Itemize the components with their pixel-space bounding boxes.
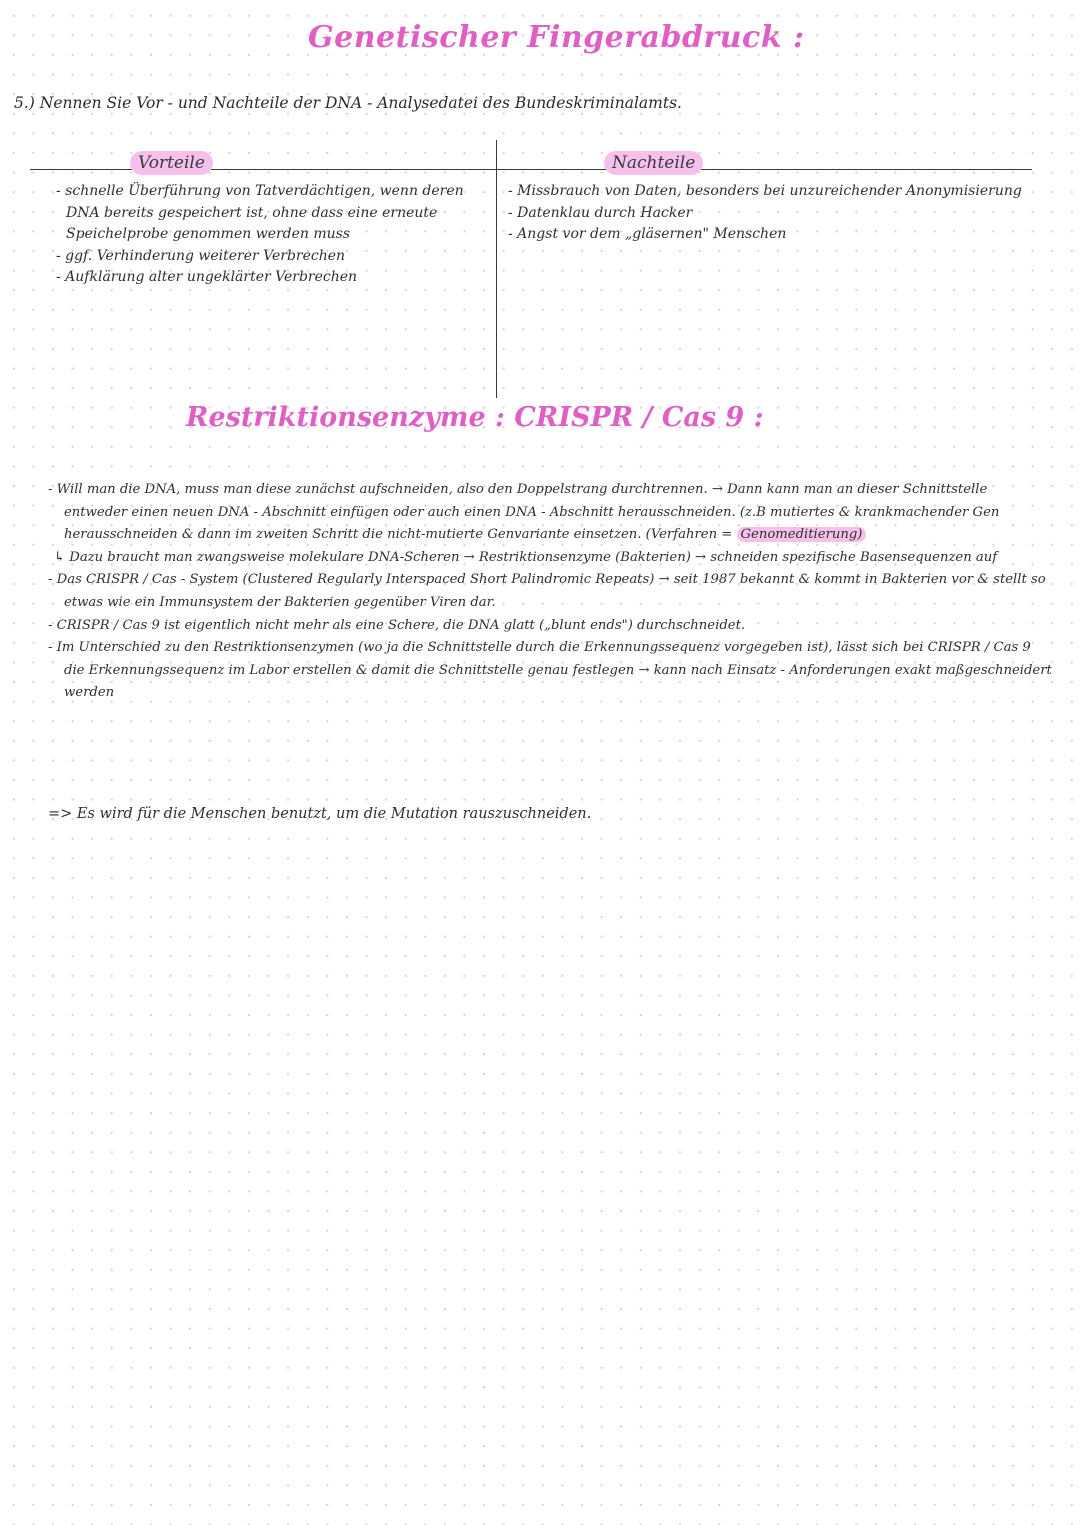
- advantages-heading: Vorteile: [130, 151, 213, 175]
- section-title: Restriktionsenzyme : CRISPR / Cas 9 :: [186, 402, 764, 433]
- conclusion-text: => Es wird für die Menschen benutzt, um die Mutation rauszuschneiden.: [48, 806, 592, 822]
- note-text: ↳ Dazu braucht man zwangsweise molekulare DNA-Scheren → Restriktionsenzyme (Bakterien) → schneiden spezifische Basensequenzen auf: [54, 549, 998, 565]
- note-item: [48, 637, 1053, 705]
- note-item: [48, 479, 1053, 547]
- advantage-item: - ggf. Verhinderung weiterer Verbrechen: [56, 247, 346, 264]
- advantage-item: - Aufklärung alter ungeklärter Verbrechen: [56, 269, 358, 286]
- advantages-list: [56, 181, 486, 289]
- disadvantages-heading: Nachteile: [604, 151, 703, 175]
- task-question: 5.) Nennen Sie Vor - und Nachteile der DNA - Analysedatei des Bundeskriminalamts.: [14, 94, 682, 112]
- disadvantage-item: - Missbrauch von Daten, besonders bei unzureichender Anonymisierung: [508, 183, 1022, 199]
- disadvantages-list: [508, 181, 1053, 246]
- note-item: [48, 569, 1053, 614]
- disadvantage-item: - Angst vor dem „gläsernen" Menschen: [508, 226, 787, 243]
- note-text: - Im Unterschied zu den Restriktionsenzymen (wo ja die Schnittstelle durch die Erkennungssequenz vorgegeben ist), lässt sich bei CRISPR / Cas 9 die Erkennungssequenz im Labor erstellen & damit die Schnittstelle genau festlegen → kann nach Einsatz - Anforderungen exakt maßgeschneidert werden: [48, 640, 1052, 701]
- note-item: [48, 547, 1053, 570]
- note-text: - Das CRISPR / Cas - System (Clustered Regularly Interspaced Short Palindromic Repeats) → seit 1987 bekannt & kommt in Bakterien vor & stellt so etwas wie ein Immunsystem der Bakterien gegenüber Viren dar.: [48, 572, 1046, 610]
- note-item: [48, 615, 1053, 638]
- highlighted-term: Genomeditierung): [737, 527, 867, 542]
- disadvantage-item: - Datenklau durch Hacker: [508, 204, 693, 221]
- page-title: Genetischer Fingerabdruck :: [308, 20, 805, 55]
- note-text: - CRISPR / Cas 9 ist eigentlich nicht mehr als eine Schere, die DNA glatt („blunt ends") durchschneidet.: [48, 617, 746, 633]
- table-column-divider: [496, 140, 497, 398]
- advantage-item: - schnelle Überführung von Tatverdächtigen, wenn deren DNA bereits gespeichert ist, ohne dass eine erneute Speichelprobe genommen werden muss: [56, 183, 464, 243]
- crispr-notes: [48, 479, 1053, 705]
- note-text: - Will man die DNA, muss man diese zunächst aufschneiden, also den Doppelstrang durchtrennen. → Dann kann man an dieser Schnittstelle entweder einen neuen DNA - Abschnitt einfügen oder auch einen DNA - Abschnitt herausschneiden. (z.B mutiertes & krankmachender Gen herausschneiden & dann im zweiten Schritt die nicht-mutierte Genvariante einsetzen. (Verfahren =: [48, 482, 1000, 543]
